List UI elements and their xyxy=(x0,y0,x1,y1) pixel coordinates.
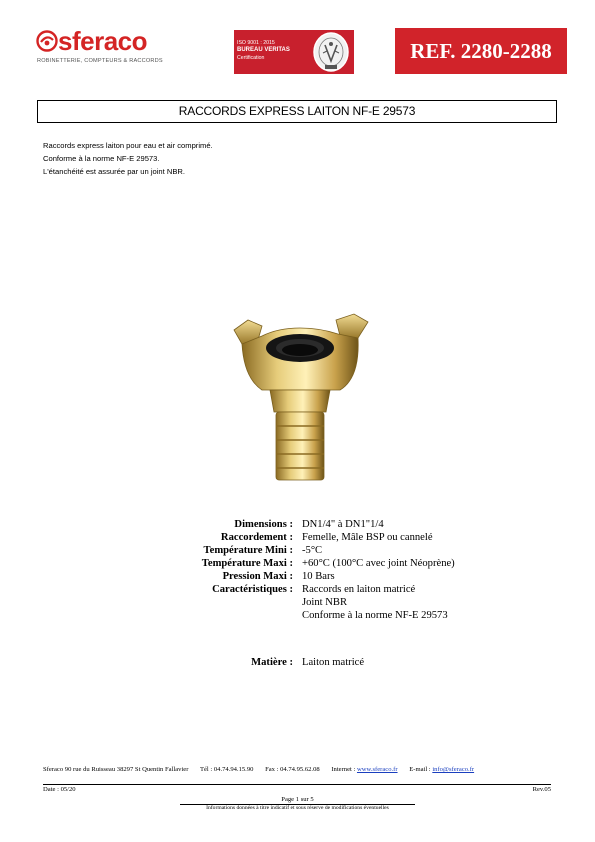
spec-value: Raccords en laiton matricé xyxy=(302,584,416,595)
document-revision: Rev.05 xyxy=(532,786,551,793)
product-description xyxy=(43,139,213,178)
spec-label: Pression Maxi : xyxy=(222,571,293,582)
document-title: RACCORDS EXPRESS LAITON NF-E 29573 xyxy=(37,100,557,123)
bureau-veritas-certification-badge xyxy=(234,30,354,74)
spec-row xyxy=(0,609,595,622)
email-label: E-mail : xyxy=(409,766,431,773)
company-address: Sferaco 90 rue du Ruisseau 38297 St Quentin Fallavier xyxy=(43,766,189,773)
disclaimer-note: Informations données à titre indicatif et sous réserve de modifications éventuelles xyxy=(206,805,389,811)
brand-name: sferaco xyxy=(58,26,147,56)
sferaco-logo xyxy=(36,28,186,68)
spec-label: Raccordement : xyxy=(220,532,293,543)
internet-label: Internet : xyxy=(331,766,356,773)
description-line: Raccords express laiton pour eau et air comprimé. xyxy=(43,141,213,150)
spec-row xyxy=(0,557,595,570)
spec-value: -5°C xyxy=(302,545,323,556)
spec-value: Femelle, Mâle BSP ou cannelé xyxy=(302,532,433,543)
footer-divider xyxy=(43,784,551,785)
spec-value: Joint NBR xyxy=(302,597,348,608)
spec-row xyxy=(0,596,595,609)
sferaco-logo-icon xyxy=(36,30,58,52)
brass-coupling-product-image xyxy=(228,308,374,484)
spec-row xyxy=(0,570,595,583)
cert-bv-line: BUREAU VERITAS xyxy=(237,47,290,54)
spec-label: Température Maxi : xyxy=(201,558,293,569)
document-date: Date : 05/20 xyxy=(43,786,76,793)
spec-row xyxy=(0,583,595,596)
spec-label: Température Mini : xyxy=(203,545,293,556)
spec-value: 10 Bars xyxy=(302,571,335,582)
cert-iso-line: ISO 9001 : 2015 xyxy=(237,40,275,46)
spec-label: Caractéristiques : xyxy=(212,584,293,595)
material-label: Matière : xyxy=(251,657,293,668)
spec-value: Conforme à la norme NF-E 29573 xyxy=(302,610,448,621)
spec-value: DN1/4" à DN1"1/4 xyxy=(302,519,384,530)
reference-number: REF. 2280-2288 xyxy=(395,28,567,74)
footer-contact-line xyxy=(43,766,474,773)
material-value: Laiton matricé xyxy=(302,657,365,668)
spec-row xyxy=(0,518,595,531)
page-number: Page 1 sur 5 xyxy=(281,796,314,803)
material-row xyxy=(0,656,595,669)
company-phone: Tél : 04.74.94.15.90 xyxy=(199,766,254,773)
spec-value: +60°C (100°C avec joint Néoprène) xyxy=(302,558,455,569)
spec-row xyxy=(0,544,595,557)
spec-row xyxy=(0,531,595,544)
description-line: Conforme à la norme NF-E 29573. xyxy=(43,154,160,163)
company-fax: Fax : 04.74.95.62.08 xyxy=(265,766,320,773)
description-line: L'étanchéité est assurée par un joint NBR. xyxy=(43,167,186,176)
website-link[interactable]: www.sferaco.fr xyxy=(356,766,398,773)
brand-tagline: ROBINETTERIE, COMPTEURS & RACCORDS xyxy=(37,58,163,64)
cert-certification-line: Certification xyxy=(237,54,265,61)
spec-label: Dimensions : xyxy=(234,519,293,530)
bureau-veritas-seal-icon xyxy=(311,31,351,73)
email-link[interactable]: info@sferaco.fr xyxy=(432,766,475,773)
